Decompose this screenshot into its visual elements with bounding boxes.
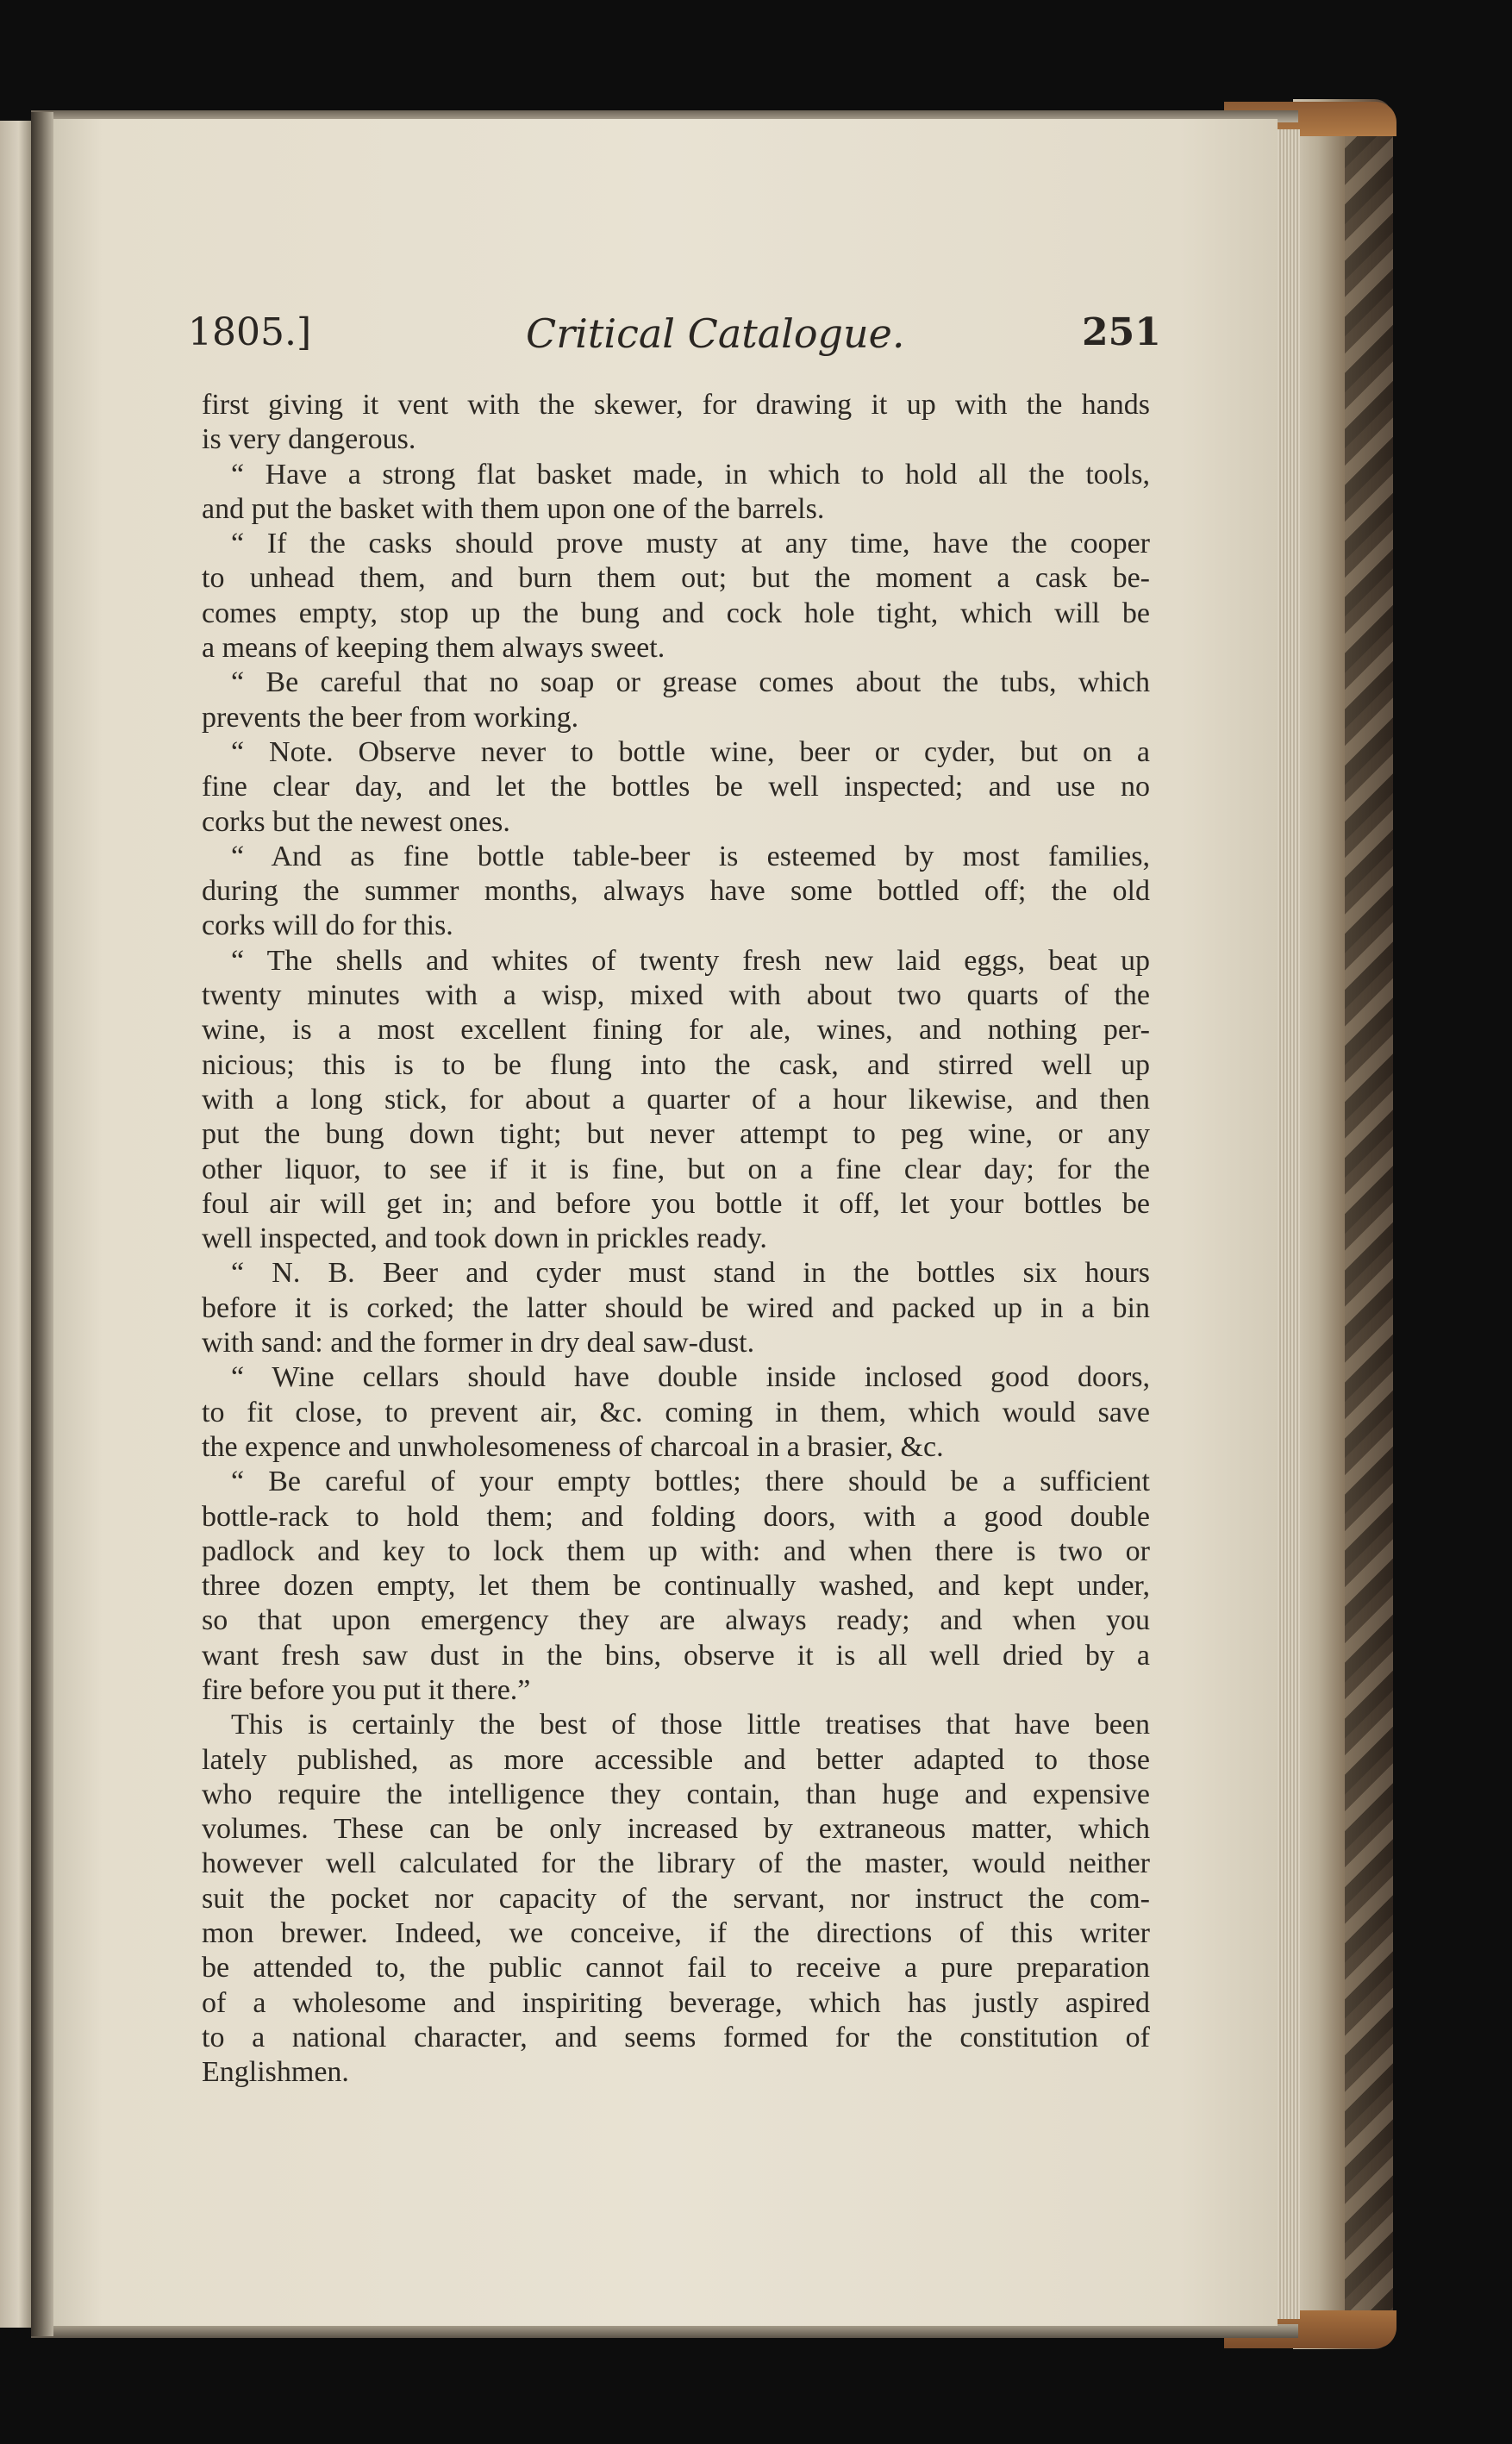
binding-gutter [31, 112, 53, 2336]
text-line: volumes. These can be only increased by extraneous matter, which [202, 1813, 1150, 1846]
text-line: Englishmen. [202, 2056, 349, 2089]
text-line: be attended to, the public cannot fail to receive a pure preparation [202, 1952, 1150, 1985]
text-line: “ If the casks should prove musty at any time, have the cooper [231, 528, 1150, 560]
text-line: This is certainly the best of those little treatises that have been [231, 1709, 1150, 1741]
text-line: other liquor, to see if it is fine, but on a fine clear day; for the [202, 1153, 1150, 1185]
page-stack-edge [1274, 129, 1300, 2319]
text-line: “ N. B. Beer and cyder must stand in the bottles six hours [231, 1257, 1150, 1290]
text-line: however well calculated for the library of the master, would neither [202, 1847, 1150, 1880]
text-line: who require the intelligence they contain, than huge and expensive [202, 1778, 1150, 1810]
text-line: put the bung down tight; but never attempt to peg wine, or any [202, 1118, 1150, 1151]
text-line: “ Note. Observe never to bottle wine, beer or cyder, but on a [231, 735, 1150, 768]
text-line: first giving it vent with the skewer, for drawing it up with the hands [202, 389, 1150, 421]
text-line: “ Wine cellars should have double inside inclosed good doors, [231, 1361, 1150, 1394]
page-bottom-edge [31, 2324, 1298, 2338]
text-line: before it is corked; the latter should be wired and packed up in a bin [202, 1291, 1150, 1324]
text-line: to a national character, and seems formed for the constitution of [202, 2021, 1150, 2053]
text-line: mon brewer. Indeed, we conceive, if the directions of this writer [202, 1917, 1150, 1950]
text-line: lately published, as more accessible and better adapted to those [202, 1743, 1150, 1776]
text-line: of a wholesome and inspiriting beverage, which has justly aspired [202, 1986, 1150, 2019]
text-line: twenty minutes with a wisp, mixed with about two quarts of the [202, 979, 1150, 1012]
text-line: to fit close, to prevent air, &c. coming in them, which would save [202, 1396, 1150, 1428]
text-line: prevents the beer from working. [202, 701, 579, 734]
text-line: corks but the newest ones. [202, 805, 510, 838]
text-line: with a long stick, for about a quarter of a hour likewise, and then [202, 1083, 1150, 1116]
text-line: three dozen empty, let them be continually washed, and kept under, [202, 1570, 1150, 1603]
text-line: “ Be careful of your empty bottles; there should be a sufficient [231, 1466, 1150, 1498]
text-line: fire before you put it there.” [202, 1673, 531, 1706]
text-line: corks will do for this. [202, 909, 453, 942]
text-line: foul air will get in; and before you bottle it off, let your bottles be [202, 1187, 1150, 1220]
marbled-endpaper [1345, 112, 1393, 2336]
text-line: padlock and key to lock them up with: and when there is two or [202, 1535, 1150, 1567]
body-text [202, 388, 1150, 2091]
text-line: comes empty, stop up the bung and cock hole tight, which will be [202, 597, 1150, 629]
text-line: wine, is a most excellent fining for ale, wines, and nothing per- [202, 1014, 1150, 1047]
text-line: want fresh saw dust in the bins, observe it is all well dried by a [202, 1639, 1150, 1672]
text-line: during the summer months, always have some bottled off; the old [202, 875, 1150, 908]
text-line: “ Be careful that no soap or grease comes about the tubs, which [231, 666, 1150, 699]
text-line: “ The shells and whites of twenty fresh new laid eggs, beat up [231, 944, 1150, 977]
text-line: “ Have a strong flat basket made, in which to hold all the tools, [231, 458, 1150, 491]
text-line: a means of keeping them always sweet. [202, 632, 665, 665]
text-line: is very dangerous. [202, 423, 416, 456]
text-line: fine clear day, and let the bottles be well inspected; and use no [202, 771, 1150, 803]
text-line: so that upon emergency they are always ready; and when you [202, 1604, 1150, 1637]
text-line: “ And as fine bottle table-beer is esteemed by most families, [231, 840, 1150, 872]
running-header-title: Critical Catalogue. [526, 310, 905, 357]
text-line: well inspected, and took down in prickles ready. [202, 1222, 767, 1255]
text-line: to unhead them, and burn them out; but the moment a cask be- [202, 562, 1150, 595]
text-line: nicious; this is to be flung into the cask, and stirred well up [202, 1048, 1150, 1081]
previous-page-edge [0, 121, 31, 2328]
page-number: 251 [1082, 310, 1161, 354]
text-line: bottle-rack to hold them; and folding doors, with a good double [202, 1500, 1150, 1533]
text-line: and put the basket with them upon one of the barrels. [202, 492, 825, 525]
running-header-year: 1805.] [188, 310, 312, 354]
text-line: the expence and unwholesomeness of charcoal in a brasier, &c. [202, 1430, 944, 1463]
text-line: with sand: and the former in dry deal saw-dust. [202, 1327, 755, 1360]
text-line: suit the pocket nor capacity of the servant, nor instruct the com- [202, 1882, 1150, 1915]
